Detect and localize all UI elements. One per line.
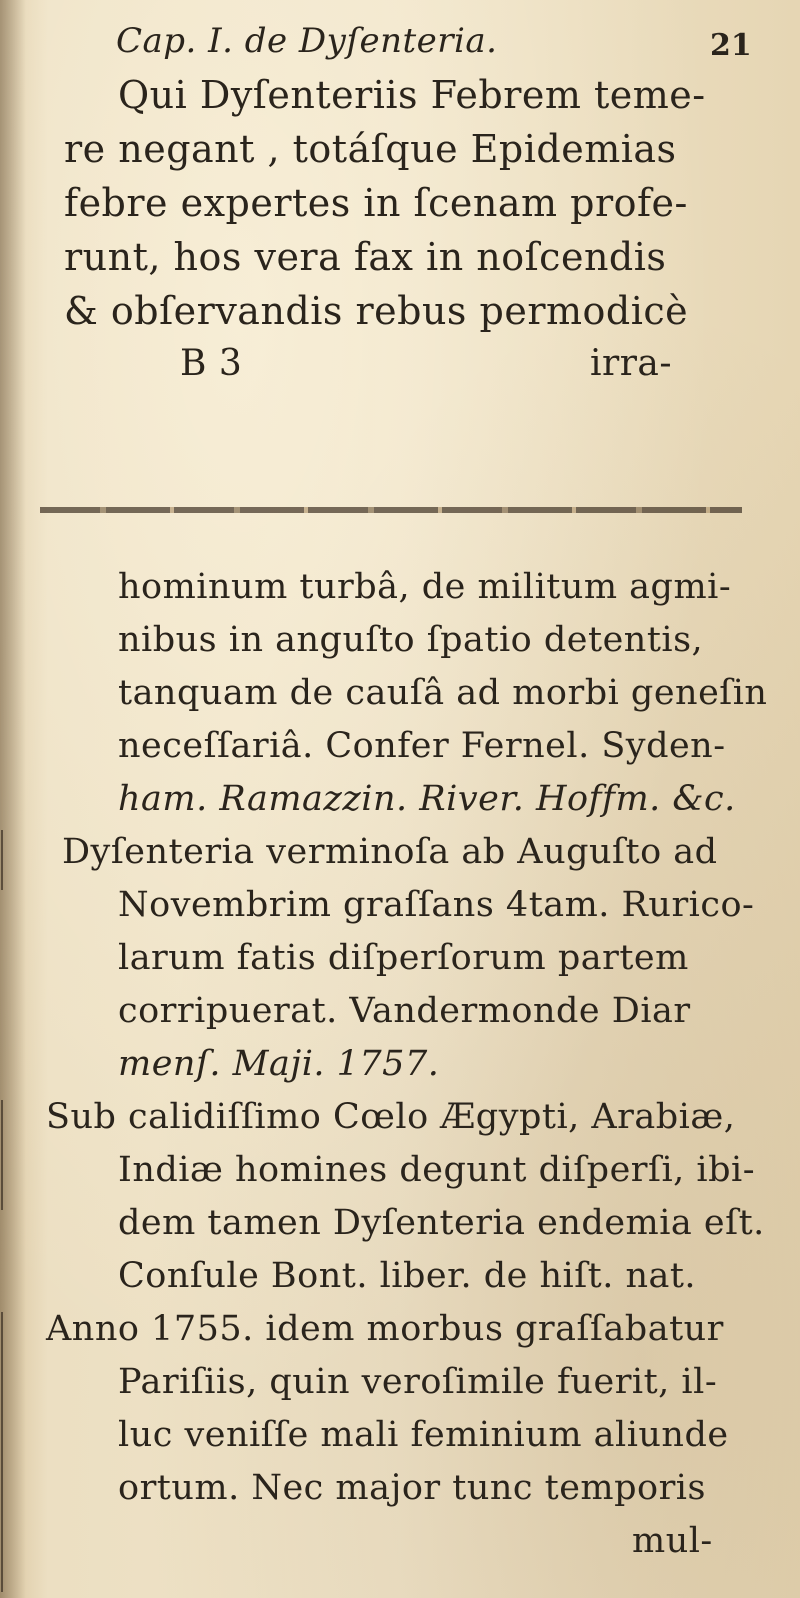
text-line: ortum. Nec major tunc temporis	[118, 1468, 706, 1508]
text-line: tanquam de cauſâ ad morbi geneſin	[118, 673, 768, 713]
page-divider	[40, 507, 742, 513]
catchword: irra-	[590, 343, 673, 384]
text-line: re negant , totáſque Epidemias	[64, 127, 677, 171]
gutter-shadow	[0, 0, 26, 1598]
text-line: & obſervandis rebus permodicè	[64, 289, 689, 333]
text-line: Sub calidiſſimo Cœlo Ægypti, Arabiæ,	[46, 1097, 736, 1137]
text-line: Conſule Bont. liber. de hiſt. nat.	[118, 1256, 697, 1296]
margin-line	[1, 1312, 3, 1592]
text-line: corripuerat. Vandermonde Diar	[118, 991, 691, 1031]
text-line: nibus in anguſto ſpatio detentis,	[118, 620, 704, 660]
margin-line	[1, 830, 3, 890]
text-line: ham. Ramazzin. River. Hoffm. &c.	[118, 779, 736, 819]
text-line: Indiæ homines degunt diſperſi, ibi-	[118, 1150, 756, 1190]
text-line: larum fatis diſperſorum partem	[118, 938, 689, 978]
text-line: dem tamen Dyſenteria endemia eſt.	[118, 1203, 765, 1243]
text-line: Dyſenteria verminoſa ab Auguſto ad	[62, 832, 718, 872]
text-line: Qui Dyſenteriis Febrem teme-	[118, 73, 706, 117]
text-line: hominum turbâ, de militum agmi-	[118, 567, 732, 607]
folio-number: 21	[710, 28, 752, 63]
text-line: luc veniſſe mali feminium aliunde	[118, 1415, 729, 1455]
running-title: Cap. I. de Dyſenteria.	[116, 21, 498, 61]
text-line: runt, hos vera fax in noſcendis	[64, 235, 667, 279]
signature-mark: B 3	[180, 343, 243, 384]
text-line: Novembrim graſſans 4tam. Rurico-	[118, 885, 755, 925]
text-line: febre expertes in ſcenam profe-	[64, 181, 688, 225]
text-line: neceſſariâ. Confer Fernel. Syden-	[118, 726, 726, 766]
text-line: menſ. Maji. 1757.	[118, 1044, 440, 1084]
catchword: mul-	[632, 1521, 713, 1561]
text-line: Anno 1755. idem morbus graſſabatur	[46, 1309, 724, 1349]
text-line: Pariſiis, quin veroſimile fuerit, il-	[118, 1362, 718, 1402]
margin-line	[1, 1100, 3, 1210]
